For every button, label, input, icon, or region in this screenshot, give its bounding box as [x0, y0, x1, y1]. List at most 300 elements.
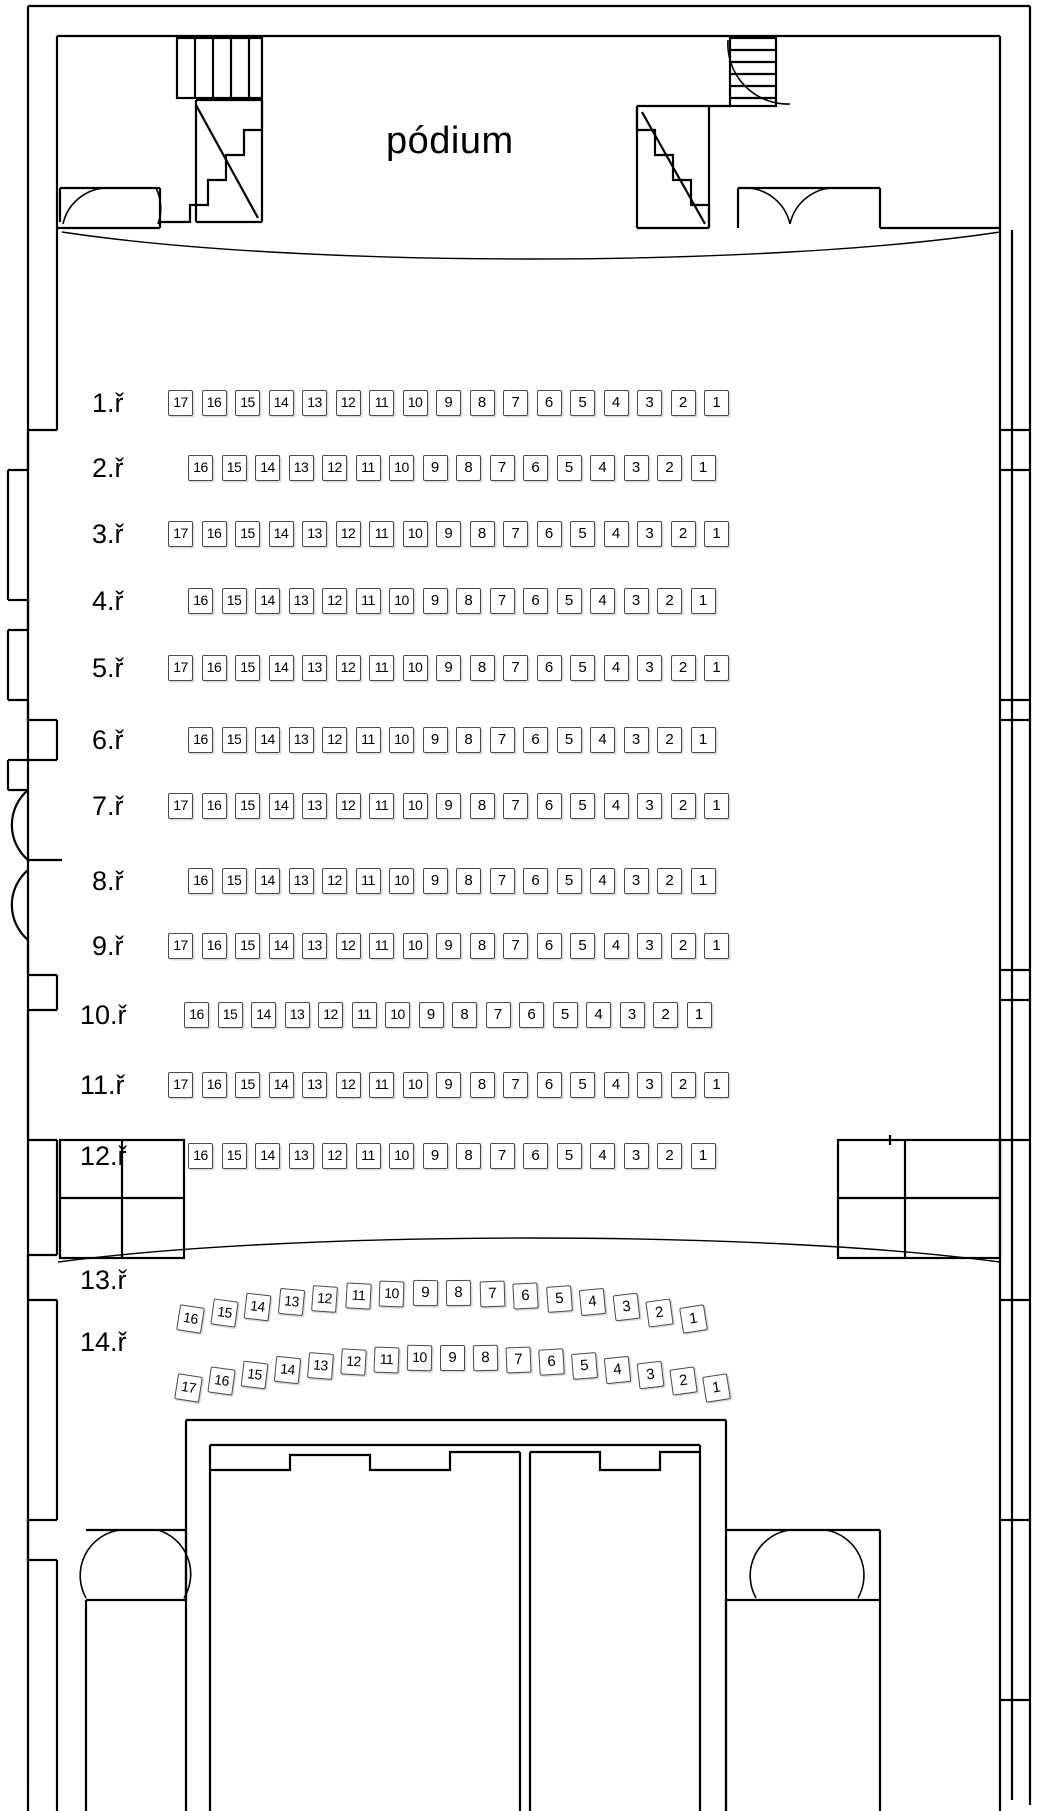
seat-number: 4	[611, 525, 621, 542]
seat-number: 5	[564, 1147, 574, 1164]
seat-number: 8	[464, 731, 473, 748]
seat[interactable]	[235, 655, 260, 681]
seat-number: 16	[206, 1076, 222, 1092]
seat[interactable]	[184, 1002, 209, 1028]
seat[interactable]	[403, 793, 428, 819]
seat[interactable]	[403, 933, 428, 959]
seat[interactable]	[538, 1349, 564, 1376]
seat[interactable]	[570, 655, 595, 681]
seat-number: 2	[678, 525, 688, 542]
seat[interactable]	[289, 868, 314, 894]
seat[interactable]	[423, 455, 448, 481]
seat[interactable]	[277, 1288, 304, 1316]
seat[interactable]	[269, 521, 294, 547]
seat[interactable]	[590, 1143, 615, 1169]
seat[interactable]	[188, 1143, 213, 1169]
seat[interactable]	[691, 588, 716, 614]
seat[interactable]	[202, 521, 227, 547]
seat[interactable]	[302, 655, 327, 681]
row-label: 9.ř	[92, 931, 124, 961]
seat-number: 16	[193, 731, 208, 747]
seat[interactable]	[604, 1356, 631, 1384]
seat[interactable]	[188, 727, 213, 753]
seat[interactable]	[679, 1304, 708, 1334]
seat[interactable]	[537, 793, 562, 819]
seat-number: 13	[293, 459, 309, 475]
seat[interactable]	[269, 1072, 294, 1098]
seat-number: 4	[598, 459, 607, 476]
seat[interactable]	[168, 933, 193, 959]
seat[interactable]	[356, 868, 381, 894]
seat[interactable]	[356, 588, 381, 614]
seat[interactable]	[704, 390, 729, 416]
seat[interactable]	[505, 1346, 531, 1373]
seat-number: 8	[464, 872, 473, 889]
seat[interactable]	[188, 588, 213, 614]
seat[interactable]	[436, 655, 461, 681]
seat-number: 14	[273, 1076, 289, 1092]
seat[interactable]	[456, 727, 481, 753]
seat[interactable]	[691, 727, 716, 753]
seat-number: 16	[193, 459, 208, 475]
seat[interactable]	[202, 933, 227, 959]
seat[interactable]	[318, 1002, 343, 1028]
seat[interactable]	[590, 588, 615, 614]
seat[interactable]	[251, 1002, 276, 1028]
seat[interactable]	[512, 1282, 538, 1309]
seat[interactable]	[671, 1072, 696, 1098]
seat-number: 1	[698, 872, 708, 889]
row-label: 3.ř	[92, 519, 124, 549]
seat[interactable]	[302, 390, 327, 416]
seat[interactable]	[470, 1072, 495, 1098]
seat[interactable]	[336, 933, 361, 959]
seat[interactable]	[255, 868, 280, 894]
seat-number: 17	[173, 659, 188, 675]
seat[interactable]	[373, 1346, 399, 1373]
seat-number: 8	[477, 797, 487, 814]
seat[interactable]	[269, 933, 294, 959]
seat[interactable]	[210, 1298, 238, 1327]
seat[interactable]	[503, 521, 528, 547]
seat[interactable]	[691, 455, 716, 481]
seat-number: 7	[497, 1147, 507, 1164]
seat[interactable]	[403, 521, 428, 547]
seat[interactable]	[222, 455, 247, 481]
seat[interactable]	[503, 793, 528, 819]
seat[interactable]	[336, 521, 361, 547]
seat[interactable]	[704, 1072, 729, 1098]
seat[interactable]	[302, 793, 327, 819]
seat[interactable]	[653, 1002, 678, 1028]
seat[interactable]	[235, 1072, 260, 1098]
seat[interactable]	[604, 390, 629, 416]
seat[interactable]	[369, 1072, 394, 1098]
seat[interactable]	[385, 1002, 410, 1028]
seat[interactable]	[436, 933, 461, 959]
seat[interactable]	[302, 1072, 327, 1098]
seat[interactable]	[403, 1072, 428, 1098]
seat[interactable]	[456, 455, 481, 481]
seat[interactable]	[241, 1360, 269, 1389]
seat[interactable]	[557, 1143, 582, 1169]
seat-number: 4	[611, 659, 621, 676]
seat-number: 2	[654, 1303, 665, 1322]
seat[interactable]	[571, 1352, 598, 1380]
seat[interactable]	[222, 588, 247, 614]
seat[interactable]	[702, 1373, 731, 1403]
seat[interactable]	[671, 793, 696, 819]
seat[interactable]	[322, 455, 347, 481]
seat-number: 14	[273, 797, 289, 813]
seat-number: 10	[407, 1076, 423, 1092]
seat-number: 9	[444, 525, 453, 542]
seat-number: 16	[193, 872, 208, 888]
seat-number: 6	[531, 872, 540, 889]
seat[interactable]	[669, 1366, 697, 1395]
seat-number: 2	[665, 872, 674, 889]
seat[interactable]	[523, 868, 548, 894]
seat[interactable]	[704, 521, 729, 547]
seat-number: 15	[226, 592, 242, 608]
seat[interactable]	[274, 1356, 301, 1384]
seat[interactable]	[519, 1002, 544, 1028]
seat[interactable]	[202, 793, 227, 819]
seat[interactable]	[235, 521, 260, 547]
seat-number: 1	[712, 1076, 721, 1093]
seat[interactable]	[604, 793, 629, 819]
seat[interactable]	[503, 390, 528, 416]
row-label: 11.ř	[80, 1070, 125, 1100]
seat-number: 2	[678, 797, 688, 814]
seat[interactable]	[637, 521, 662, 547]
seat[interactable]	[537, 933, 562, 959]
seat[interactable]	[557, 455, 582, 481]
seat[interactable]	[168, 793, 193, 819]
seat[interactable]	[202, 390, 227, 416]
seat[interactable]	[322, 588, 347, 614]
seat[interactable]	[255, 455, 280, 481]
seat[interactable]	[657, 1143, 682, 1169]
seat[interactable]	[389, 727, 414, 753]
seat[interactable]	[269, 793, 294, 819]
row-label: 10.ř	[80, 1000, 127, 1030]
seat[interactable]	[407, 1345, 433, 1371]
seat[interactable]	[218, 1002, 243, 1028]
seat[interactable]	[389, 455, 414, 481]
seat[interactable]	[546, 1285, 573, 1313]
seat[interactable]	[369, 793, 394, 819]
seat-number: 14	[260, 592, 275, 608]
seat[interactable]	[423, 1143, 448, 1169]
seat[interactable]	[336, 655, 361, 681]
seat[interactable]	[523, 1143, 548, 1169]
seat[interactable]	[207, 1366, 235, 1395]
seat[interactable]	[440, 1345, 465, 1371]
seat[interactable]	[657, 455, 682, 481]
seat[interactable]	[671, 521, 696, 547]
seat[interactable]	[691, 868, 716, 894]
seat-number: 10	[407, 525, 423, 541]
seat[interactable]	[389, 588, 414, 614]
seat[interactable]	[269, 390, 294, 416]
seat-number: 15	[240, 797, 255, 813]
seat-number: 16	[206, 525, 222, 541]
seat[interactable]	[412, 1280, 437, 1306]
seat[interactable]	[590, 727, 615, 753]
seat[interactable]	[470, 655, 495, 681]
seat-number: 14	[273, 525, 289, 541]
seat-number: 15	[240, 659, 255, 675]
seat[interactable]	[235, 793, 260, 819]
seat-number: 8	[477, 525, 487, 542]
seat[interactable]	[624, 727, 649, 753]
seat[interactable]	[289, 727, 314, 753]
seat[interactable]	[637, 390, 662, 416]
seat[interactable]	[704, 655, 729, 681]
seat-number: 2	[678, 394, 688, 411]
seat[interactable]	[168, 521, 193, 547]
seat[interactable]	[671, 655, 696, 681]
seat[interactable]	[436, 1072, 461, 1098]
seat-number: 5	[578, 937, 587, 954]
seat-number: 5	[578, 797, 587, 814]
seat-number: 3	[627, 1006, 637, 1023]
seat[interactable]	[590, 868, 615, 894]
seat[interactable]	[302, 933, 327, 959]
seat[interactable]	[503, 933, 528, 959]
seat[interactable]	[322, 868, 347, 894]
seat[interactable]	[657, 868, 682, 894]
seat-number: 11	[374, 1076, 389, 1092]
seat[interactable]	[188, 455, 213, 481]
seat[interactable]	[235, 390, 260, 416]
seat[interactable]	[302, 521, 327, 547]
seat[interactable]	[470, 793, 495, 819]
seat-number: 14	[260, 872, 275, 888]
seat[interactable]	[436, 793, 461, 819]
seat[interactable]	[369, 521, 394, 547]
seat[interactable]	[604, 655, 629, 681]
seat[interactable]	[523, 455, 548, 481]
seat[interactable]	[255, 588, 280, 614]
seat[interactable]	[336, 1072, 361, 1098]
seat[interactable]	[423, 727, 448, 753]
seat[interactable]	[356, 455, 381, 481]
seat[interactable]	[311, 1285, 338, 1313]
seat[interactable]	[202, 1072, 227, 1098]
seat[interactable]	[336, 793, 361, 819]
seat[interactable]	[473, 1345, 499, 1371]
seat-number: 3	[645, 1076, 654, 1093]
seat[interactable]	[537, 521, 562, 547]
seat[interactable]	[590, 455, 615, 481]
seat[interactable]	[657, 588, 682, 614]
seat[interactable]	[222, 727, 247, 753]
seat-number: 15	[215, 1302, 233, 1321]
seat[interactable]	[624, 588, 649, 614]
seat[interactable]	[657, 727, 682, 753]
seat-number: 11	[374, 937, 389, 953]
seat[interactable]	[176, 1304, 205, 1334]
seat[interactable]	[490, 1143, 515, 1169]
seat-number: 12	[327, 1147, 342, 1163]
seat[interactable]	[336, 390, 361, 416]
seat[interactable]	[470, 933, 495, 959]
seat-number: 16	[189, 1006, 204, 1022]
seat[interactable]	[637, 1072, 662, 1098]
seat[interactable]	[456, 588, 481, 614]
seat[interactable]	[470, 521, 495, 547]
seat[interactable]	[168, 390, 193, 416]
seat-number: 11	[379, 1350, 394, 1368]
seat[interactable]	[389, 1143, 414, 1169]
seat-number: 17	[173, 1076, 188, 1092]
seat[interactable]	[285, 1002, 310, 1028]
seat[interactable]	[446, 1280, 471, 1306]
seat[interactable]	[289, 455, 314, 481]
seat[interactable]	[570, 390, 595, 416]
seat[interactable]	[244, 1293, 272, 1322]
seat[interactable]	[168, 655, 193, 681]
seat[interactable]	[620, 1002, 645, 1028]
seat[interactable]	[624, 868, 649, 894]
seat-number: 11	[374, 525, 389, 541]
seat[interactable]	[645, 1298, 673, 1327]
seat[interactable]	[570, 793, 595, 819]
seat[interactable]	[369, 390, 394, 416]
seat[interactable]	[423, 588, 448, 614]
seat-number: 5	[554, 1289, 564, 1307]
seat[interactable]	[423, 868, 448, 894]
seat[interactable]	[570, 521, 595, 547]
seat[interactable]	[389, 868, 414, 894]
seat-number: 8	[460, 1006, 469, 1023]
seat[interactable]	[436, 390, 461, 416]
seat[interactable]	[671, 933, 696, 959]
seat[interactable]	[490, 727, 515, 753]
seat-number: 11	[361, 592, 375, 608]
seat[interactable]	[403, 655, 428, 681]
seat[interactable]	[486, 1002, 511, 1028]
seat[interactable]	[490, 868, 515, 894]
seat[interactable]	[379, 1281, 405, 1308]
seat[interactable]	[537, 390, 562, 416]
seat[interactable]	[307, 1352, 334, 1380]
seat[interactable]	[456, 1143, 481, 1169]
seat[interactable]	[168, 1072, 193, 1098]
seat[interactable]	[570, 1072, 595, 1098]
seat-number: 1	[698, 1147, 708, 1164]
seat[interactable]	[637, 1360, 665, 1389]
seat-number: 11	[374, 394, 389, 410]
seat[interactable]	[356, 727, 381, 753]
seat[interactable]	[369, 933, 394, 959]
seat[interactable]	[322, 1143, 347, 1169]
seat[interactable]	[356, 1143, 381, 1169]
seat-number: 6	[544, 797, 554, 814]
seat-number: 13	[307, 937, 322, 953]
seat[interactable]	[691, 1143, 716, 1169]
seat[interactable]	[553, 1002, 578, 1028]
seat[interactable]	[202, 655, 227, 681]
seat[interactable]	[255, 727, 280, 753]
seat[interactable]	[222, 1143, 247, 1169]
seat[interactable]	[452, 1002, 477, 1028]
seat[interactable]	[436, 521, 461, 547]
seat[interactable]	[269, 655, 294, 681]
seat-number: 14	[273, 937, 289, 953]
seat[interactable]	[289, 1143, 314, 1169]
seat[interactable]	[604, 1072, 629, 1098]
seat[interactable]	[624, 455, 649, 481]
seat[interactable]	[612, 1293, 640, 1322]
seat[interactable]	[523, 588, 548, 614]
seat[interactable]	[289, 588, 314, 614]
seat[interactable]	[479, 1281, 505, 1308]
seat[interactable]	[490, 455, 515, 481]
seat[interactable]	[222, 868, 247, 894]
seat[interactable]	[322, 727, 347, 753]
seat[interactable]	[671, 390, 696, 416]
seat[interactable]	[624, 1143, 649, 1169]
seat[interactable]	[579, 1288, 606, 1316]
seat-number: 3	[631, 1147, 641, 1164]
seat[interactable]	[523, 727, 548, 753]
seat[interactable]	[557, 868, 582, 894]
seat-number: 7	[487, 1284, 497, 1303]
seat[interactable]	[174, 1373, 203, 1403]
seat-number: 12	[340, 525, 356, 541]
seat-number: 17	[180, 1377, 198, 1397]
seat[interactable]	[345, 1282, 371, 1309]
seat-number: 10	[394, 872, 409, 888]
seat[interactable]	[188, 868, 213, 894]
seat[interactable]	[557, 727, 582, 753]
seat[interactable]	[235, 933, 260, 959]
seat[interactable]	[586, 1002, 611, 1028]
seat-number: 1	[694, 1006, 704, 1023]
seat[interactable]	[637, 933, 662, 959]
seat[interactable]	[503, 655, 528, 681]
seat[interactable]	[537, 655, 562, 681]
seat[interactable]	[419, 1002, 444, 1028]
seat[interactable]	[637, 655, 662, 681]
seat[interactable]	[637, 793, 662, 819]
seat-number: 4	[612, 1360, 623, 1379]
seat-number: 6	[520, 1286, 531, 1305]
seat[interactable]	[369, 655, 394, 681]
seat[interactable]	[470, 390, 495, 416]
seat[interactable]	[604, 521, 629, 547]
seat[interactable]	[704, 933, 729, 959]
seat[interactable]	[340, 1349, 366, 1376]
seat-number: 5	[564, 592, 574, 609]
seat-number: 14	[279, 1360, 296, 1378]
seat[interactable]	[352, 1002, 377, 1028]
seat[interactable]	[604, 933, 629, 959]
seat[interactable]	[456, 868, 481, 894]
seat[interactable]	[570, 933, 595, 959]
seat[interactable]	[537, 1072, 562, 1098]
seat[interactable]	[557, 588, 582, 614]
seat[interactable]	[704, 793, 729, 819]
seat[interactable]	[503, 1072, 528, 1098]
seat[interactable]	[687, 1002, 712, 1028]
seat[interactable]	[490, 588, 515, 614]
seat[interactable]	[255, 1143, 280, 1169]
seat[interactable]	[403, 390, 428, 416]
